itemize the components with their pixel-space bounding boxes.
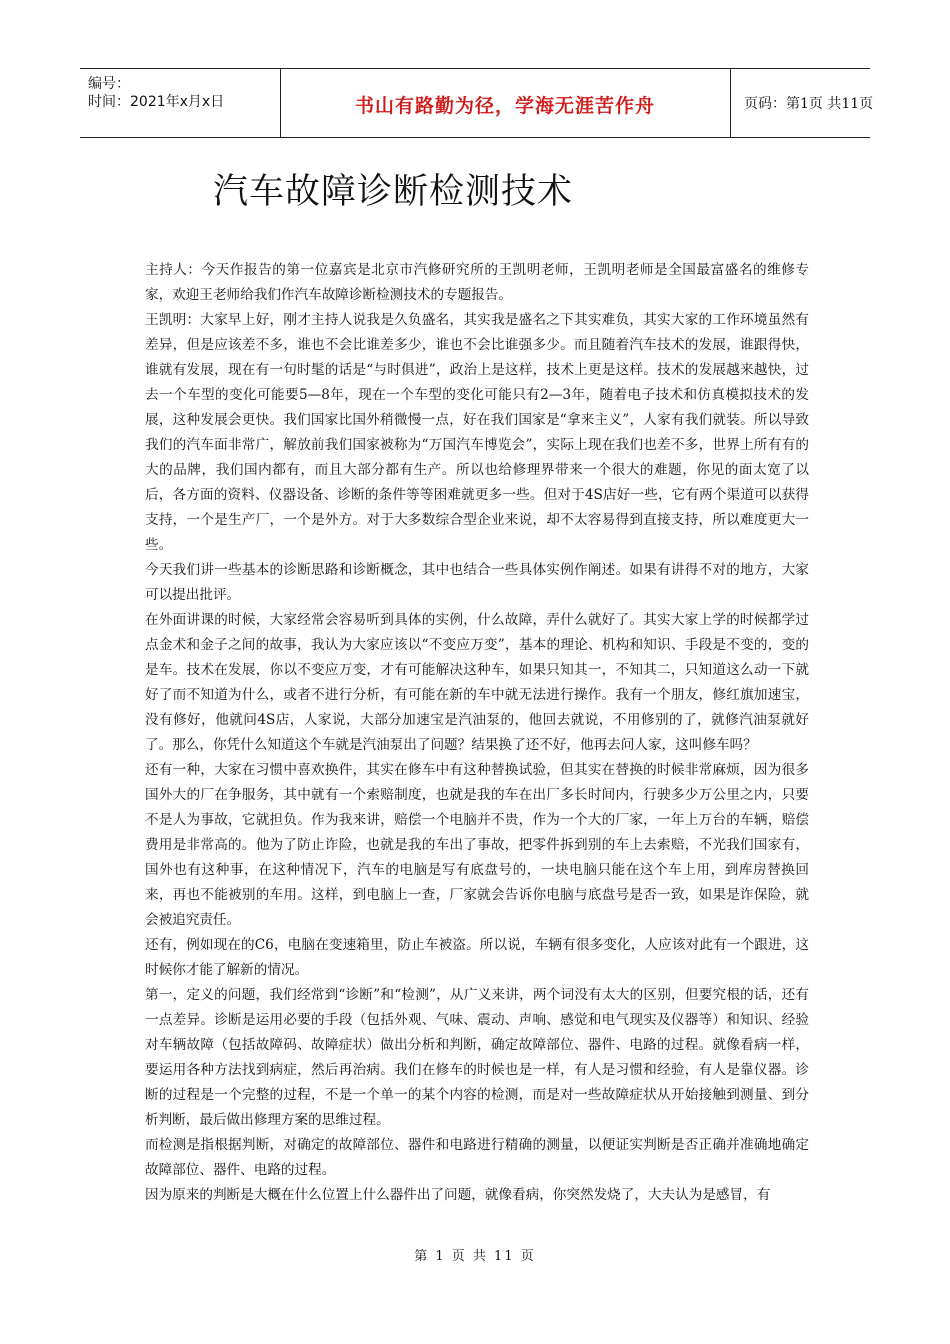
document-time-label: 时间：2021年x月x日 [88,94,225,110]
page-footer: 第 1 页 共 11 页 [414,1249,536,1264]
page-header [80,68,874,138]
header-page-info: 页码：第1页 共11页 [744,96,874,112]
header-page-cell [730,69,874,137]
paragraph: 而检测是指根据判断，对确定的故障部位、器件和电路进行精确的测量，以便证实判断是否正确并准确地确定故障部位、器件、电路的过程。 [145,1137,809,1178]
paragraph: 王凯明：大家早上好，刚才主持人说我是久负盛名，其实我是盛名之下其实难负，其实大家的工作环境虽然有差异，但是应该差不多，谁也不会比谁差多少，谁也不会比谁强多少。而且随着汽车技术的发展，谁跟得快，谁就有发展，现在有一句时髦的话是“与时俱进”，政治上是这样，技术上更是这样。技术的发展越来越快，过去一个车型的变化可能要5—8年，现在一个车型的变化可能只有2—3年，随着电子技术和仿真模拟技术的发展，这种发展会更快。我们国家比国外稍微慢一点，好在我们国家是“拿来主义”，人家有我们就装。所以导致我们的汽车面非常广，解放前我们国家被称为“万国汽车博览会”，实际上现在我们也差不多，世界上所有有的大的品牌，我们国内都有，而且大部分都有生产。所以也给修理界带来一个很大的难题，你见的面太宽了以后，各方面的资料、仪器设备、诊断的条件等等困难就更多一些。但对于4S店好一些，它有两个渠道可以获得支持，一个是生产厂，一个是外方。对于大多数综合型企业来说，却不太容易得到直接支持，所以难度更大一些。 [145,312,809,553]
paragraph: 还有一种，大家在习惯中喜欢换件，其实在修车中有这种替换试验，但其实在替换的时候非常麻烦，因为很多国外大的厂在争服务，其中就有一个索赔制度，也就是我的车在出厂多长时间内，行驶多少万公里之内，只要不是人为事故，它就担负。作为我来讲，赔偿一个电脑并不贵，作为一个大的厂家，一年上万台的车辆，赔偿费用是非常高的。他为了防止诈险，也就是我的车出了事故，把零件拆到别的车上去索赔，不光我们国家有，国外也有这种事，在这种情况下，汽车的电脑是写有底盘号的，一块电脑只能在这个车上用，到库房替换回来，再也不能被别的车用。这样，到电脑上一查，厂家就会告诉你电脑与底盘号是否一致，如果是诈保险，就会被追究责任。 [145,762,809,928]
paragraph: 主持人：今天作报告的第一位嘉宾是北京市汽修研究所的王凯明老师，王凯明老师是全国最富盛名的维修专家，欢迎王老师给我们作汽车故障诊断检测技术的专题报告。 [145,262,809,303]
header-motto-cell [280,69,731,137]
header-motto: 书山有路勤为径，学海无涯苦作舟 [354,95,655,117]
document-number-label: 编号： [88,76,130,92]
paragraph: 今天我们讲一些基本的诊断思路和诊断概念，其中也结合一些具体实例作阐述。如果有讲得不对的地方，大家可以提出批评。 [145,562,809,603]
paragraph: 在外面讲课的时候，大家经常会容易听到具体的实例，什么故障，弄什么就好了。其实大家上学的时候都学过点金术和金子之间的故事，我认为大家应该以“不变应万变”，基本的理论、机构和知识、手段是不变的，变的是车。技术在发展，你以不变应万变，才有可能解决这种车，如果只知其一，不知其二，只知道这么动一下就好了而不知道为什么，或者不进行分析，有可能在新的车中就无法进行操作。我有一个朋友，修红旗加速宝，没有修好，他就问4S店，人家说，大部分加速宝是汽油泵的，他回去就说，不用修别的了，就修汽油泵就好了。那么，你凭什么知道这个车就是汽油泵出了问题？结果换了还不好，他再去问人家，这叫修车吗？ [145,612,809,753]
paragraph: 第一，定义的问题，我们经常到“诊断”和“检测”，从广义来讲，两个词没有太大的区别，但要究根的话，还有一点差异。诊断是运用必要的手段（包括外观、气味、震动、声响、感觉和电气现实及仪器等）和知识、经验对车辆故障（包括故障码、故障症状）做出分析和判断，确定故障部位、器件、电路的过程。就像看病一样，要运用各种方法找到病症，然后再治病。我们在修车的时候也是一样，有人是习惯和经验，有人是靠仪器。诊断的过程是一个完整的过程，不是一个单一的某个内容的检测，而是对一些故障症状从开始接触到测量、到分析判断，最后做出修理方案的思维过程。 [145,987,809,1128]
document-title: 汽车故障诊断检测技术 [213,172,574,212]
document-body [145,258,809,1208]
paragraph: 还有，例如现在的C6，电脑在变速箱里，防止车被盗。所以说，车辆有很多变化，人应该对此有一个跟进，这时候你才能了解新的情况。 [145,937,809,978]
paragraph: 因为原来的判断是大概在什么位置上什么器件出了问题，就像看病，你突然发烧了，大夫认为是感冒，有 [145,1187,771,1203]
header-meta-cell [80,69,281,137]
